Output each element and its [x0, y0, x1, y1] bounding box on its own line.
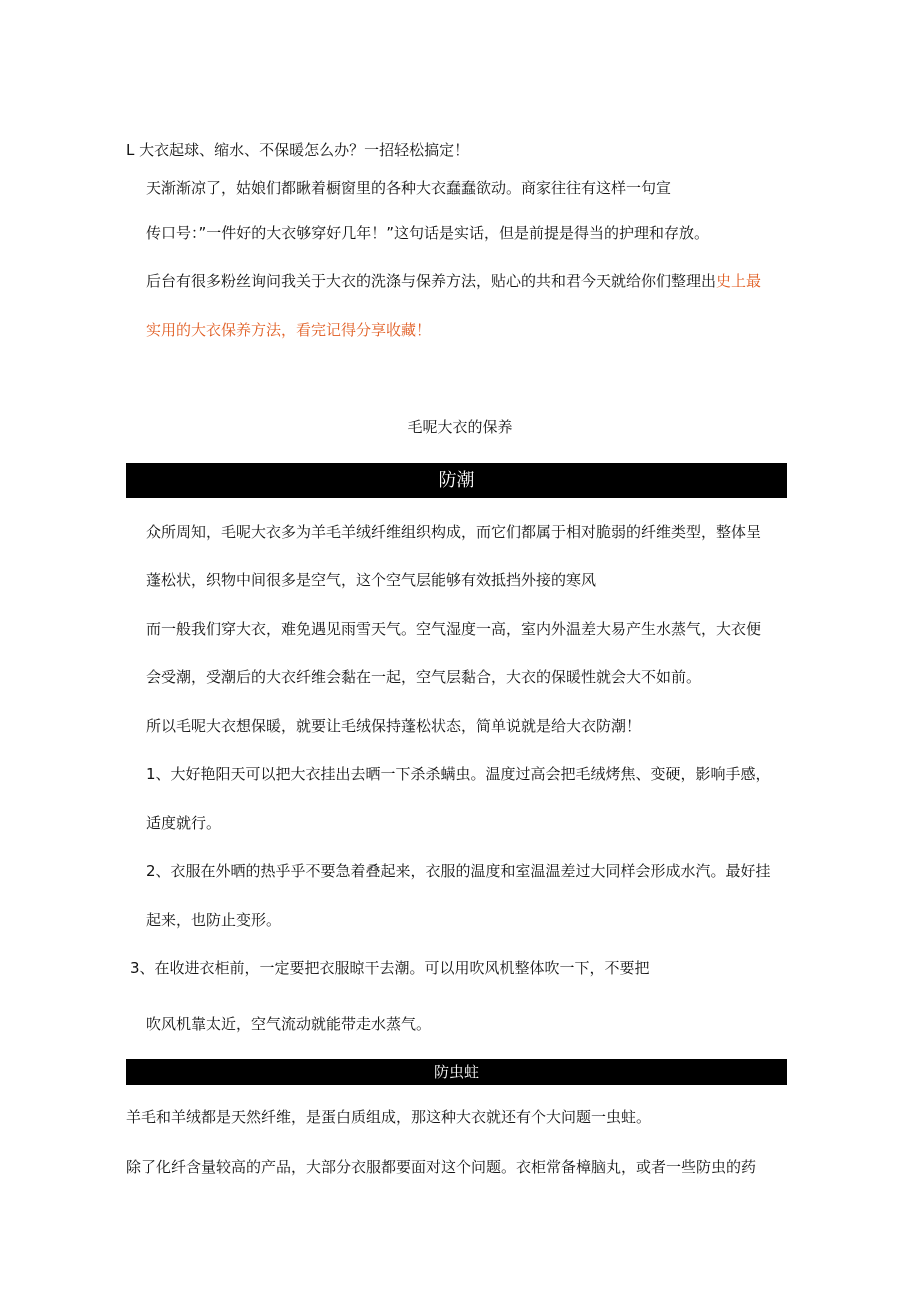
body-line: 1、大好艳阳天可以把大衣挂出去晒一下杀杀螨虫。温度过高会把毛绒烤焦、变硬，影响手感，	[146, 765, 771, 783]
highlight-text: 史上最	[716, 272, 762, 290]
body-line: 会受潮，受潮后的大衣纤维会黏在一起，空气层黏合，大衣的保暖性就会大不如前。	[146, 668, 702, 686]
body-line: 2、衣服在外晒的热乎乎不要急着叠起来，衣服的温度和室温温差过大同样会形成水汽。最好挂	[146, 862, 771, 880]
body-line: 3、在收进衣柜前，一定要把衣服晾干去潮。可以用吹风机整体吹一下，不要把	[130, 959, 650, 977]
body-line: 蓬松状，织物中间很多是空气，这个空气层能够有效抵挡外接的寒风	[146, 571, 597, 589]
article-headline: L 大衣起球、缩水、不保暖怎么办？一招轻松搞定！	[126, 141, 470, 159]
body-line: 羊毛和羊绒都是天然纤维，是蛋白质组成，那这种大衣就还有个大问题一虫蛀。	[126, 1108, 652, 1126]
intro-paragraph-line: 传口号：”一件好的大衣够穿好几年！”这句话是实话，但是前提是得当的护理和存放。	[146, 224, 710, 242]
section-heading-bar-moisture: 防潮	[126, 463, 787, 498]
intro-paragraph-line	[146, 271, 761, 291]
body-line: 众所周知，毛呢大衣多为羊毛羊绒纤维组织构成，而它们都属于相对脆弱的纤维类型，整体呈	[146, 523, 762, 541]
section-heading-bar-insects: 防虫蛀	[126, 1059, 787, 1085]
body-line: 除了化纤含量较高的产品，大部分衣服都要面对这个问题。衣柜常备樟脑丸，或者一些防虫的药	[126, 1158, 757, 1176]
body-line: 所以毛呢大衣想保暖，就要让毛绒保持蓬松状态，简单说就是给大衣防潮！	[146, 717, 642, 735]
intro-text: 后台有很多粉丝询问我关于大衣的洗涤与保养方法，贴心的共和君今天就给你们整理出	[146, 272, 717, 290]
body-line: 起来，也防止变形。	[146, 911, 282, 929]
section-title: 毛呢大衣的保养	[407, 418, 513, 436]
intro-paragraph-line: 天渐渐凉了，姑娘们都瞅着橱窗里的各种大衣蠢蠢欲动。商家往往有这样一句宣	[146, 179, 672, 197]
body-line: 吹风机靠太近，空气流动就能带走水蒸气。	[146, 1015, 432, 1033]
body-line: 适度就行。	[146, 814, 222, 832]
body-line: 而一般我们穿大衣，难免遇见雨雪天气。空气湿度一高，室内外温差大易产生水蒸气，大衣便	[146, 620, 762, 638]
highlight-text: 实用的大衣保养方法，看完记得分享收藏！	[146, 321, 432, 339]
